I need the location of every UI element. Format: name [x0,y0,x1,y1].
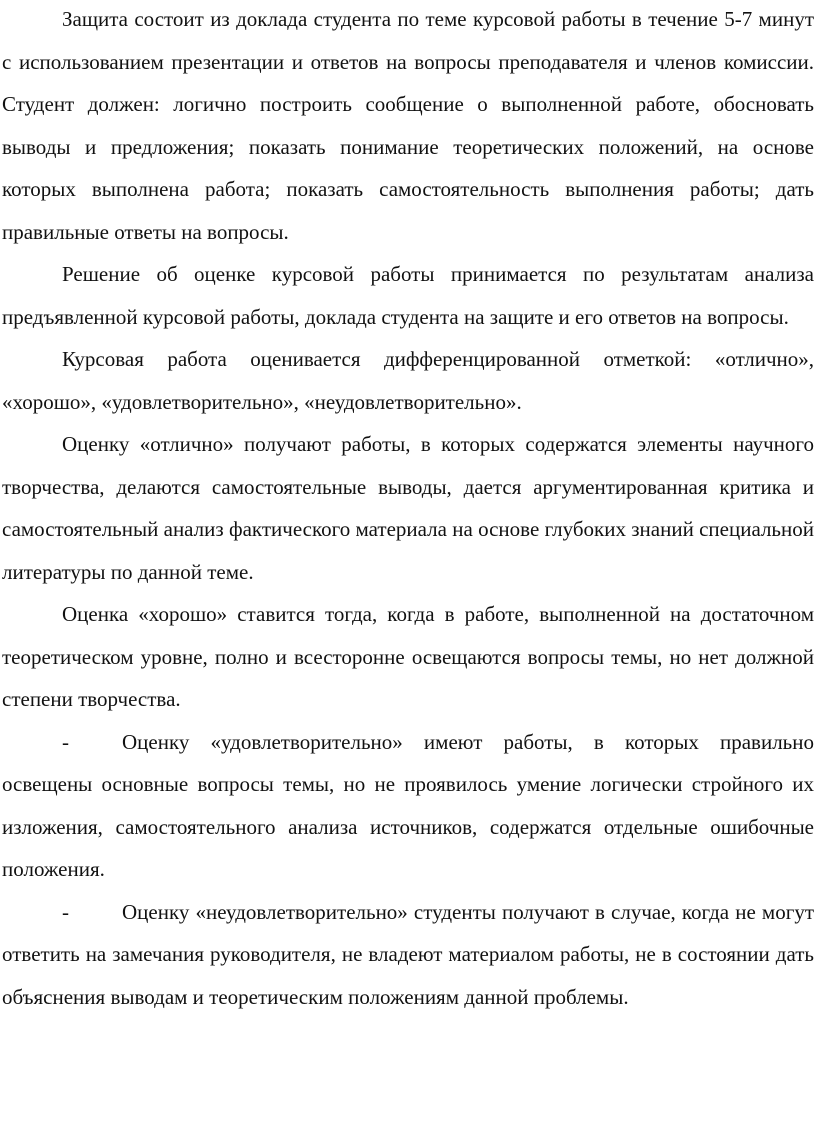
paragraph-grade-scale: Курсовая работа оценивается дифференцированной отметкой: «отлично», «хорошо», «удовлетворительно», «неудовлетворительно». [2,347,814,414]
paragraph-defense-description: Защита состоит из доклада студента по теме курсовой работы в течение 5-7 минут с использованием презентации и ответов на вопросы преподавателя и членов комиссии. Студент должен: логично построить сообщение о выполненной работе, обосновать выводы и предложения; показать понимание теоретических положений, на основе которых выполнена работа; показать самостоятельность выполнения работы; дать правильные ответы на вопросы. [2,7,814,244]
list-item-text: Оценку «удовлетворительно» имеют работы, в которых правильно освещены основные вопросы темы, но не проявилось умение логически стройного их изложения, самостоятельного анализа источников, содержатся отдельные ошибочные положения. [2,729,814,881]
list-item-text: Оценку «неудовлетворительно» студенты получают в случае, когда не могут ответить на замечания руководителя, не владеют материалом работы, не в состоянии дать объяснения выводам и теоретическим положениям данной проблемы. [2,899,814,1009]
paragraph-grade-good: Оценка «хорошо» ставится тогда, когда в работе, выполненной на достаточном теоретическом уровне, полно и всесторонне освещаются вопросы темы, но нет должной степени творчества. [2,602,814,711]
paragraph-grade-excellent: Оценку «отлично» получают работы, в которых содержатся элементы научного творчества, делаются самостоятельные выводы, дается аргументированная критика и самостоятельный анализ фактического материала на основе глубоких знаний специальной литературы по данной теме. [2,432,814,584]
paragraph-grading-decision: Решение об оценке курсовой работы принимается по результатам анализа предъявленной курсовой работы, доклада студента на защите и его ответов на вопросы. [2,262,814,329]
list-item-grade-unsatisfactory [2,891,814,1019]
list-marker: - [62,729,69,754]
list-marker: - [62,899,69,924]
list-item-grade-satisfactory [2,721,814,891]
